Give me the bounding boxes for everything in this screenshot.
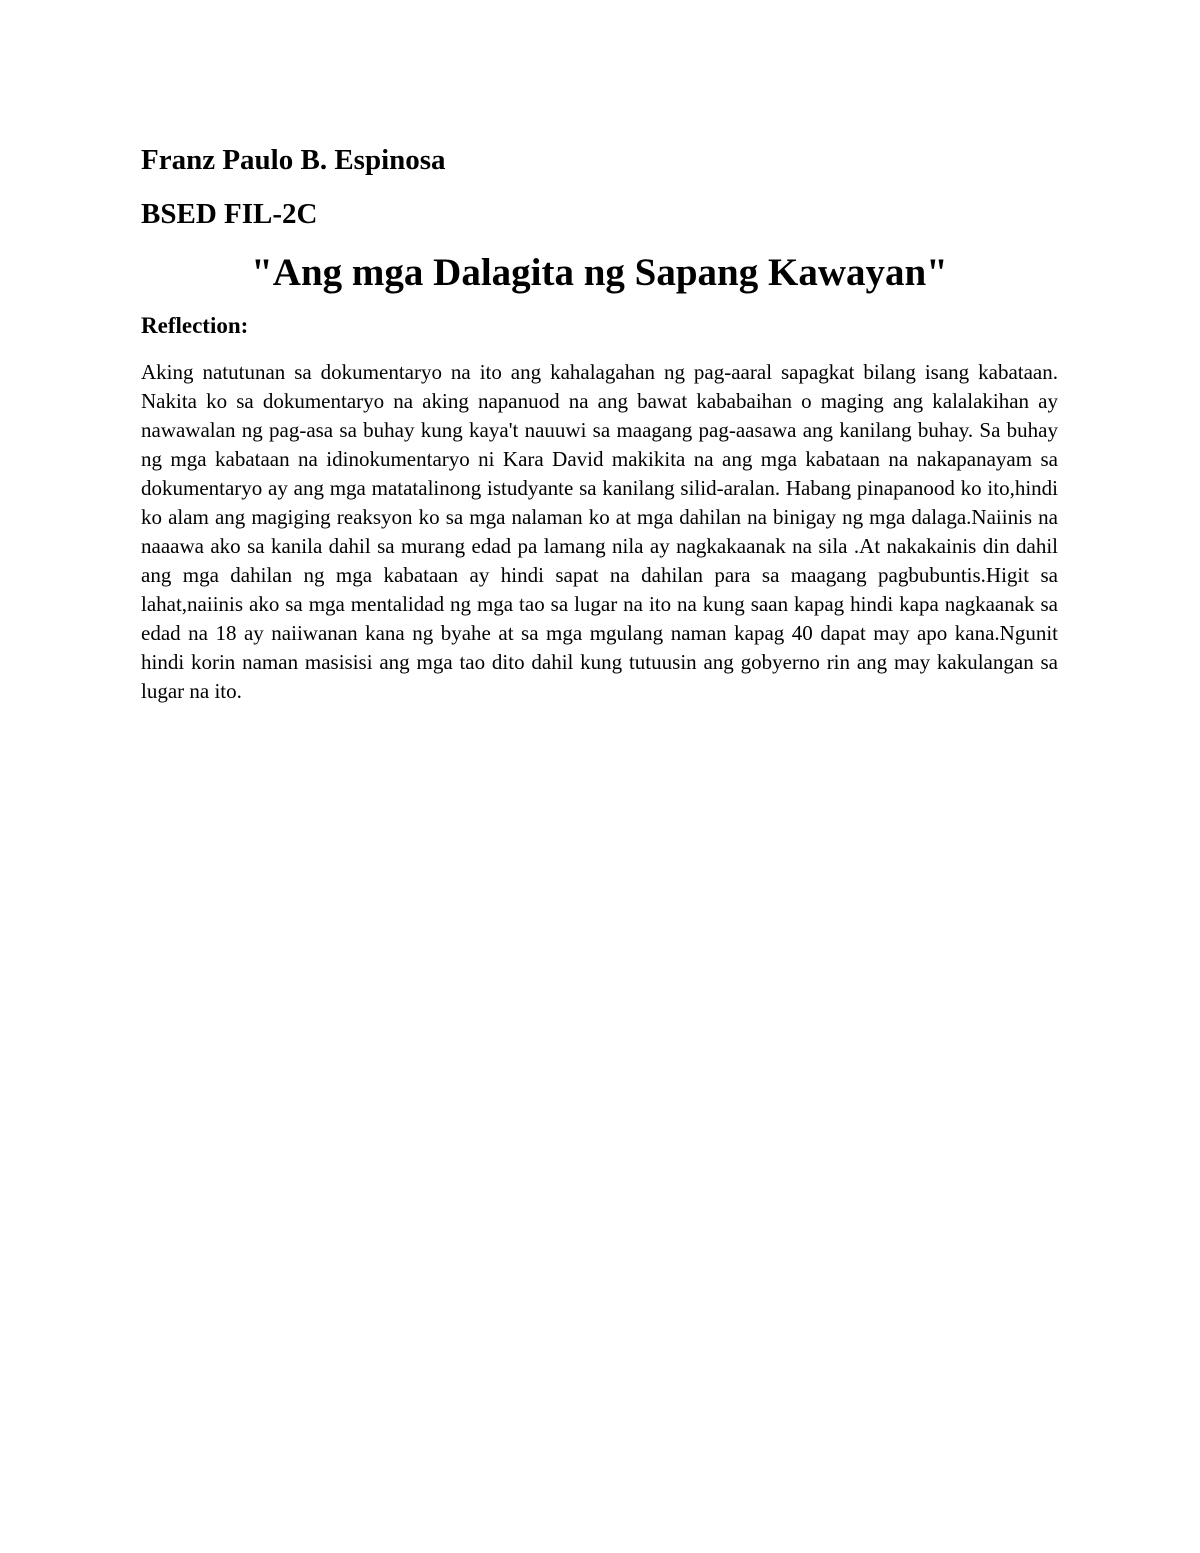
reflection-body: Aking natutunan sa dokumentaryo na ito ang kahalagahan ng pag-aaral sapagkat bilang isang kabataan. Nakita ko sa dokumentaryo na aking napanuod na ang bawat kababaihan o maging ang kalalakihan ay nawawalan ng pag-asa sa buhay kung kaya't nauuwi sa maagang pag-aasawa ang kanilang buhay. Sa buhay ng mga kabataan na idinokumentaryo ni Kara David makikita na ang mga kabataan na nakapanayam sa dokumentaryo ay ang mga matatalinong istudyante sa kanilang silid-aralan. Habang pinapanood ko ito,hindi ko alam ang magiging reaksyon ko sa mga nalaman ko at mga dahilan na binigay ng mga dalaga.Naiinis na naaawa ako sa kanila dahil sa murang edad pa lamang nila ay nagkakaanak na sila .At nakakainis din dahil ang mga dahilan ng mga kabataan ay hindi sapat na dahilan para sa maagang pagbubuntis.Higit sa lahat,naiinis ako sa mga mentalidad ng mga tao sa lugar na ito na kung saan kapag hindi kapa nagkaanak sa edad na 18 ay naiiwanan kana ng byahe at sa mga mgulang naman kapag 40 dapat may apo kana.Ngunit hindi korin naman masisisi ang mga tao dito dahil kung tutuusin ang gobyerno rin ang may kakulangan sa lugar na ito. [141, 360, 1058, 703]
reflection-label: Reflection: [141, 313, 249, 338]
document-content [141, 140, 1058, 706]
course-section: BSED FIL-2C [141, 198, 318, 230]
document-title: "Ang mga Dalagita ng Sapang Kawayan" [251, 251, 948, 294]
author-name: Franz Paulo B. Espinosa [141, 144, 446, 176]
